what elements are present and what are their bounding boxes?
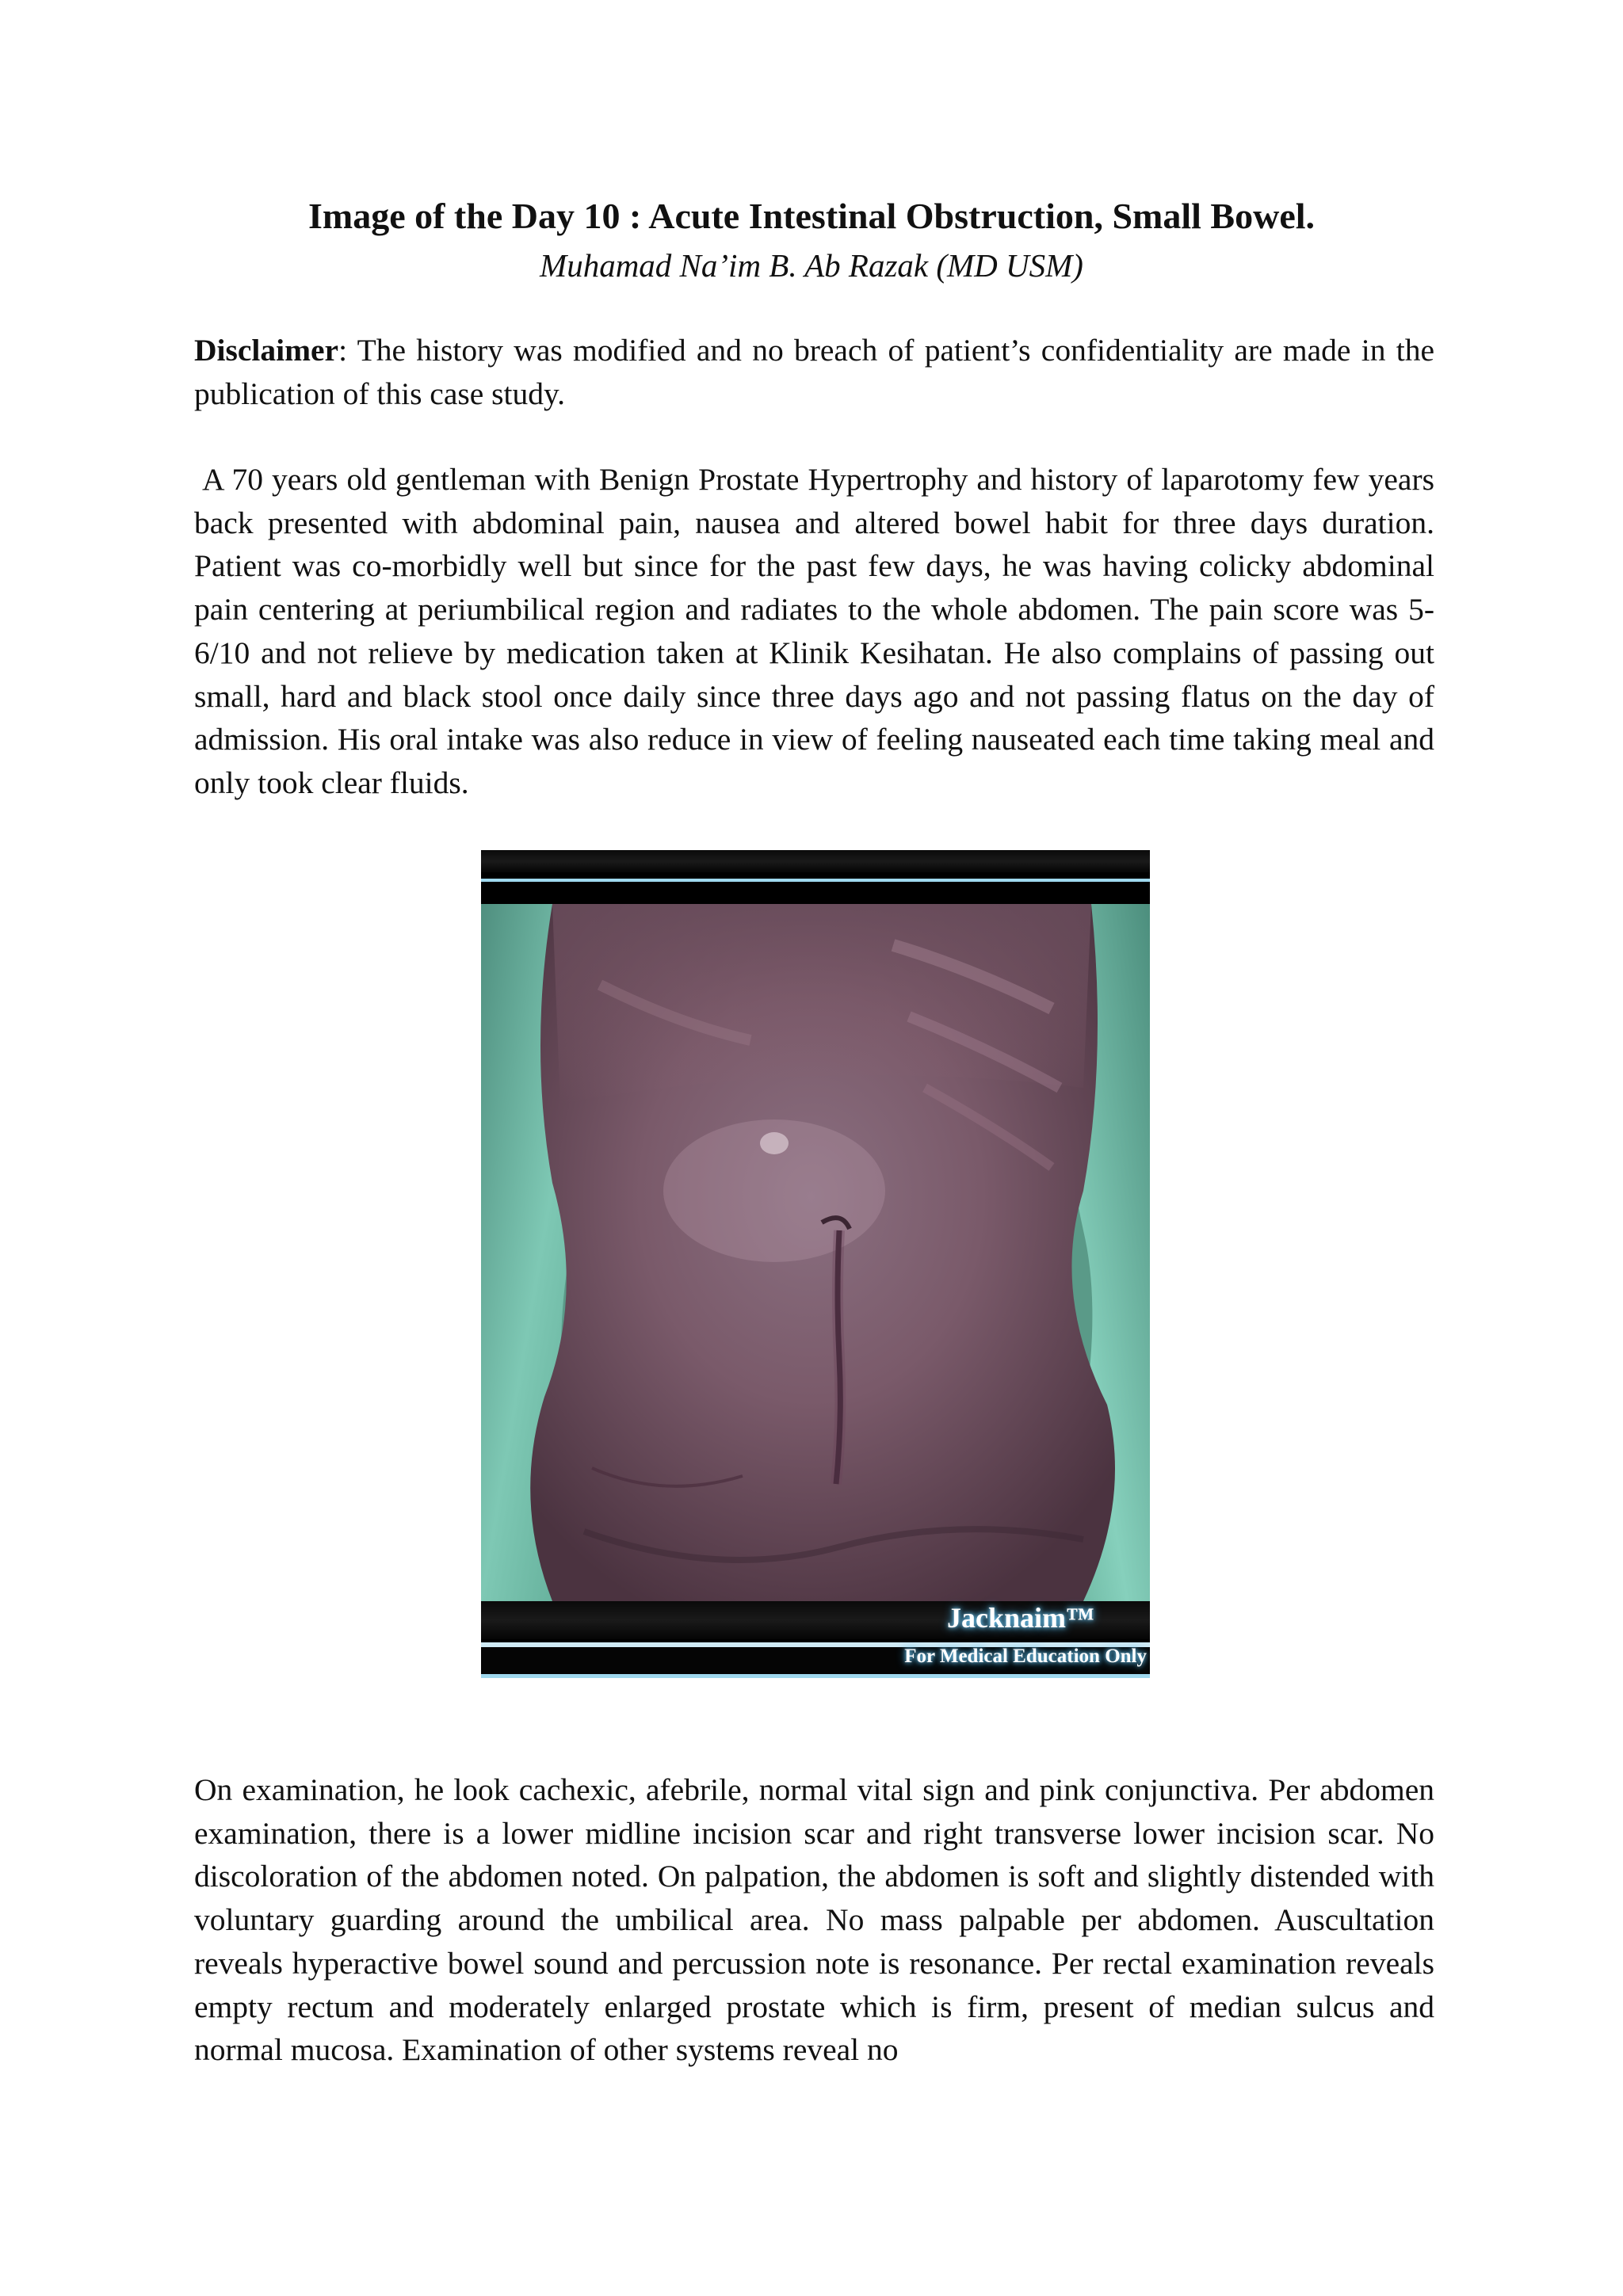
watermark-note: For Medical Education Only — [904, 1646, 1147, 1667]
disclaimer-label: Disclaimer — [194, 333, 339, 368]
document-title: Image of the Day 10 : Acute Intestinal Obstruction, Small Bowel. — [307, 196, 1316, 236]
history-paragraph: A 70 years old gentleman with Benign Prostate Hypertrophy and history of laparotomy few years back presented with abdominal pain, nausea and altered bowel habit for three days duration. Patient was co-morbidly well but since for the past few days, he was having colicky abdominal pain centering at periumbilical region and radiates to the whole abdomen. The pain score was 5-6/10 and not relieve by medication taken at Klinik Kesihatan. He also complains of passing out small, hard and black stool once daily since three days ago and not passing flatus on the day of admission. His oral intake was also reduce in view of feeling nauseated each time taking meal and only took clear fluids. — [194, 462, 1434, 800]
document-author: Muhamad Na’im B. Ab Razak (MD USM) — [540, 247, 1083, 284]
examination-paragraph: On examination, he look cachexic, afebrile, normal vital sign and pink conjunctiva. Per abdomen examination, there is a lower midline incision scar and right transverse lower incision scar. No discoloration of the abdomen noted. On palpation, the abdomen is soft and slightly distended with voluntary guarding around the umbilical area. No mass palpable per abdomen. Auscultation reveals hyperactive bowel sound and percussion note is resonance. Per rectal examination reveals empty rectum and moderately enlarged prostate which is firm, present of median sulcus and normal mucosa. Examination of other systems reveal no — [194, 1772, 1434, 2068]
watermark-brand: Jacknaim™ — [946, 1602, 1094, 1634]
abdomen-photo — [481, 850, 1150, 1678]
disclaimer-text: : The history was modified and no breach of patient’s confidentiality are made in the publication of this case study. — [194, 333, 1434, 411]
disclaimer-paragraph — [194, 329, 1434, 415]
abdomen-photo-illustration — [481, 850, 1150, 1678]
